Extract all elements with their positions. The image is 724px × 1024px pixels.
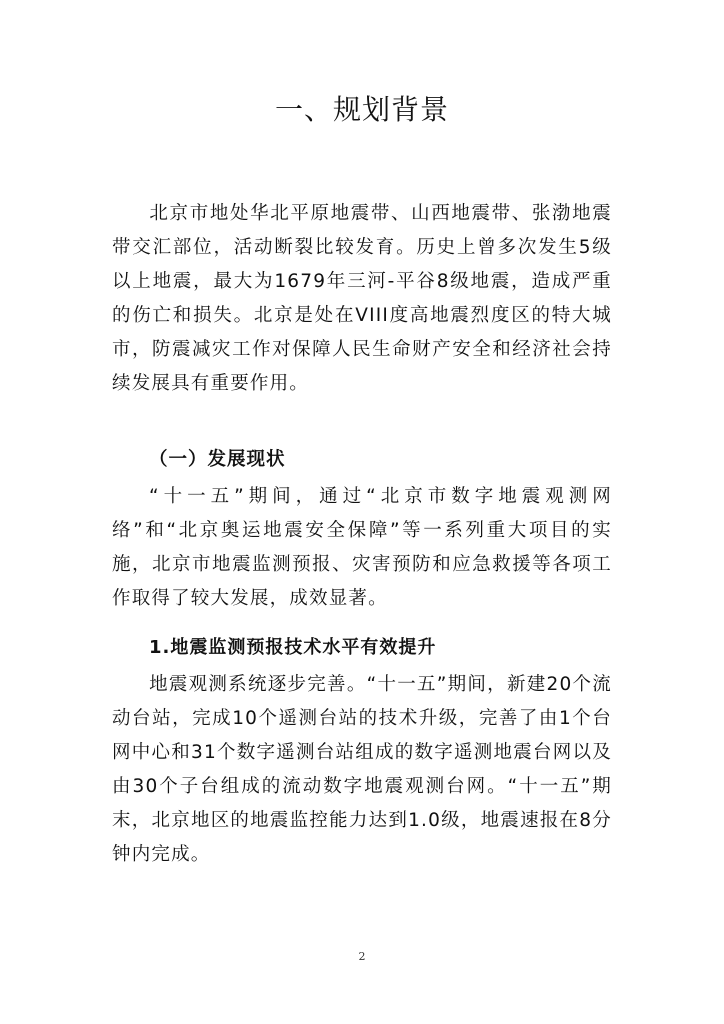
paragraph-text: “十一五”期间，通过“北京市数字地震观测网络”和“北京奥运地震安全保障”等一系列重大项目的实施，北京市地震监测预报、灾害预防和应急救援等各项工作取得了较大发展，成效显著。 (112, 486, 612, 609)
subsection-heading: 1.地震监测预报技术水平有效提升 (149, 637, 437, 658)
page-title: 一、规划背景 (274, 93, 449, 126)
page-number: 2 (358, 950, 366, 963)
paragraph-text: 地震观测系统逐步完善。“十一五”期间，新建20个流动台站，完成10个遥测台站的技术升级，完善了由1个台网中心和31个数字遥测台站组成的数字遥测地震台网以及由30个子台组成的流动数字地震观测台网。“十一五”期末，北京地区的地震监控能力达到1.0级，地震速报在8分钟内完成。 (112, 674, 612, 865)
paragraph-status (112, 480, 612, 616)
paragraph-monitoring (112, 668, 612, 872)
paragraph-text: 北京市地处华北平原地震带、山西地震带、张渤地震带交汇部位，活动断裂比较发育。历史上曾多次发生5级以上地震，最大为1679年三河-平谷8级地震，造成严重的伤亡和损失。北京是处在VIII度高地震烈度区的特大城市，防震减灾工作对保障人民生命财产安全和经济社会持续发展具有重要作用。 (112, 203, 612, 394)
section-heading: （一）发展现状 (149, 449, 286, 470)
paragraph-background (112, 197, 612, 401)
